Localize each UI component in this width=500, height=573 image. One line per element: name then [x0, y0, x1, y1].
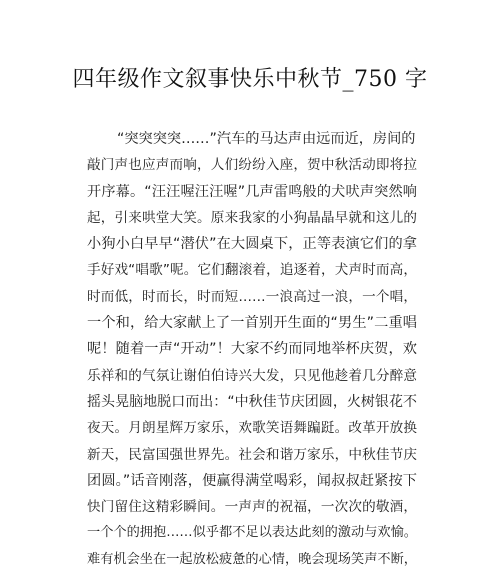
text-line: 夜天。月朗星辉万家乐，欢歌笑语舞蹁跹。改革开放换	[87, 420, 417, 437]
text-line: 摇头晃脑地脱口而出：“中秋佳节庆团圆，火树银花不	[87, 393, 417, 410]
text-line: 敲门声也应声而响，人们纷纷入座，贺中秋活动即将拉	[87, 157, 417, 174]
text-line: 团圆。”话音刚落，便赢得满堂喝彩，闻叔叔赶紧按下	[87, 472, 417, 489]
text-line: 手好戏“唱歌”呢。它们翻滚着，追逐着，犬声时而高，	[87, 262, 417, 279]
text-line: 快门留住这精彩瞬间。一声声的祝福，一次次的敬酒，	[87, 499, 417, 516]
text-line: 开序幕。“汪汪喔汪汪喔”几声雷鸣般的犬吠声突然响	[87, 183, 417, 200]
text-line: 新天，民富国强世界先。社会和谐万家乐，中秋佳节庆	[87, 446, 417, 463]
text-line: 时而低，时而长，时而短……一浪高过一浪，一个唱，	[87, 288, 417, 305]
document-body	[87, 126, 417, 573]
text-line: 起，引来哄堂大笑。原来我家的小狗晶晶早就和这儿的	[87, 209, 417, 226]
text-line: 小狗小白早早“潜伏”在大圆桌下，正等表演它们的拿	[87, 236, 417, 253]
text-line: 一个和，给大家献上了一首别开生面的“男生”二重唱	[87, 315, 417, 332]
document-title: 四年级作文叙事快乐中秋节_750 字	[72, 67, 428, 92]
text-line: 乐祥和的气氛让谢伯伯诗兴大发，只见他趁着几分醉意	[87, 367, 417, 384]
text-line: “突突突突……”汽车的马达声由远而近，房间的	[117, 131, 416, 147]
text-line: 呢！随着一声“开动”！大家不约而同地举杯庆贺，欢	[87, 341, 417, 358]
text-line: 难有机会坐在一起放松疲惫的心情，晚会现场笑声不断，	[87, 551, 417, 567]
text-line: 一个个的拥抱……似乎都不足以表达此刻的激动与欢愉。	[87, 525, 417, 541]
